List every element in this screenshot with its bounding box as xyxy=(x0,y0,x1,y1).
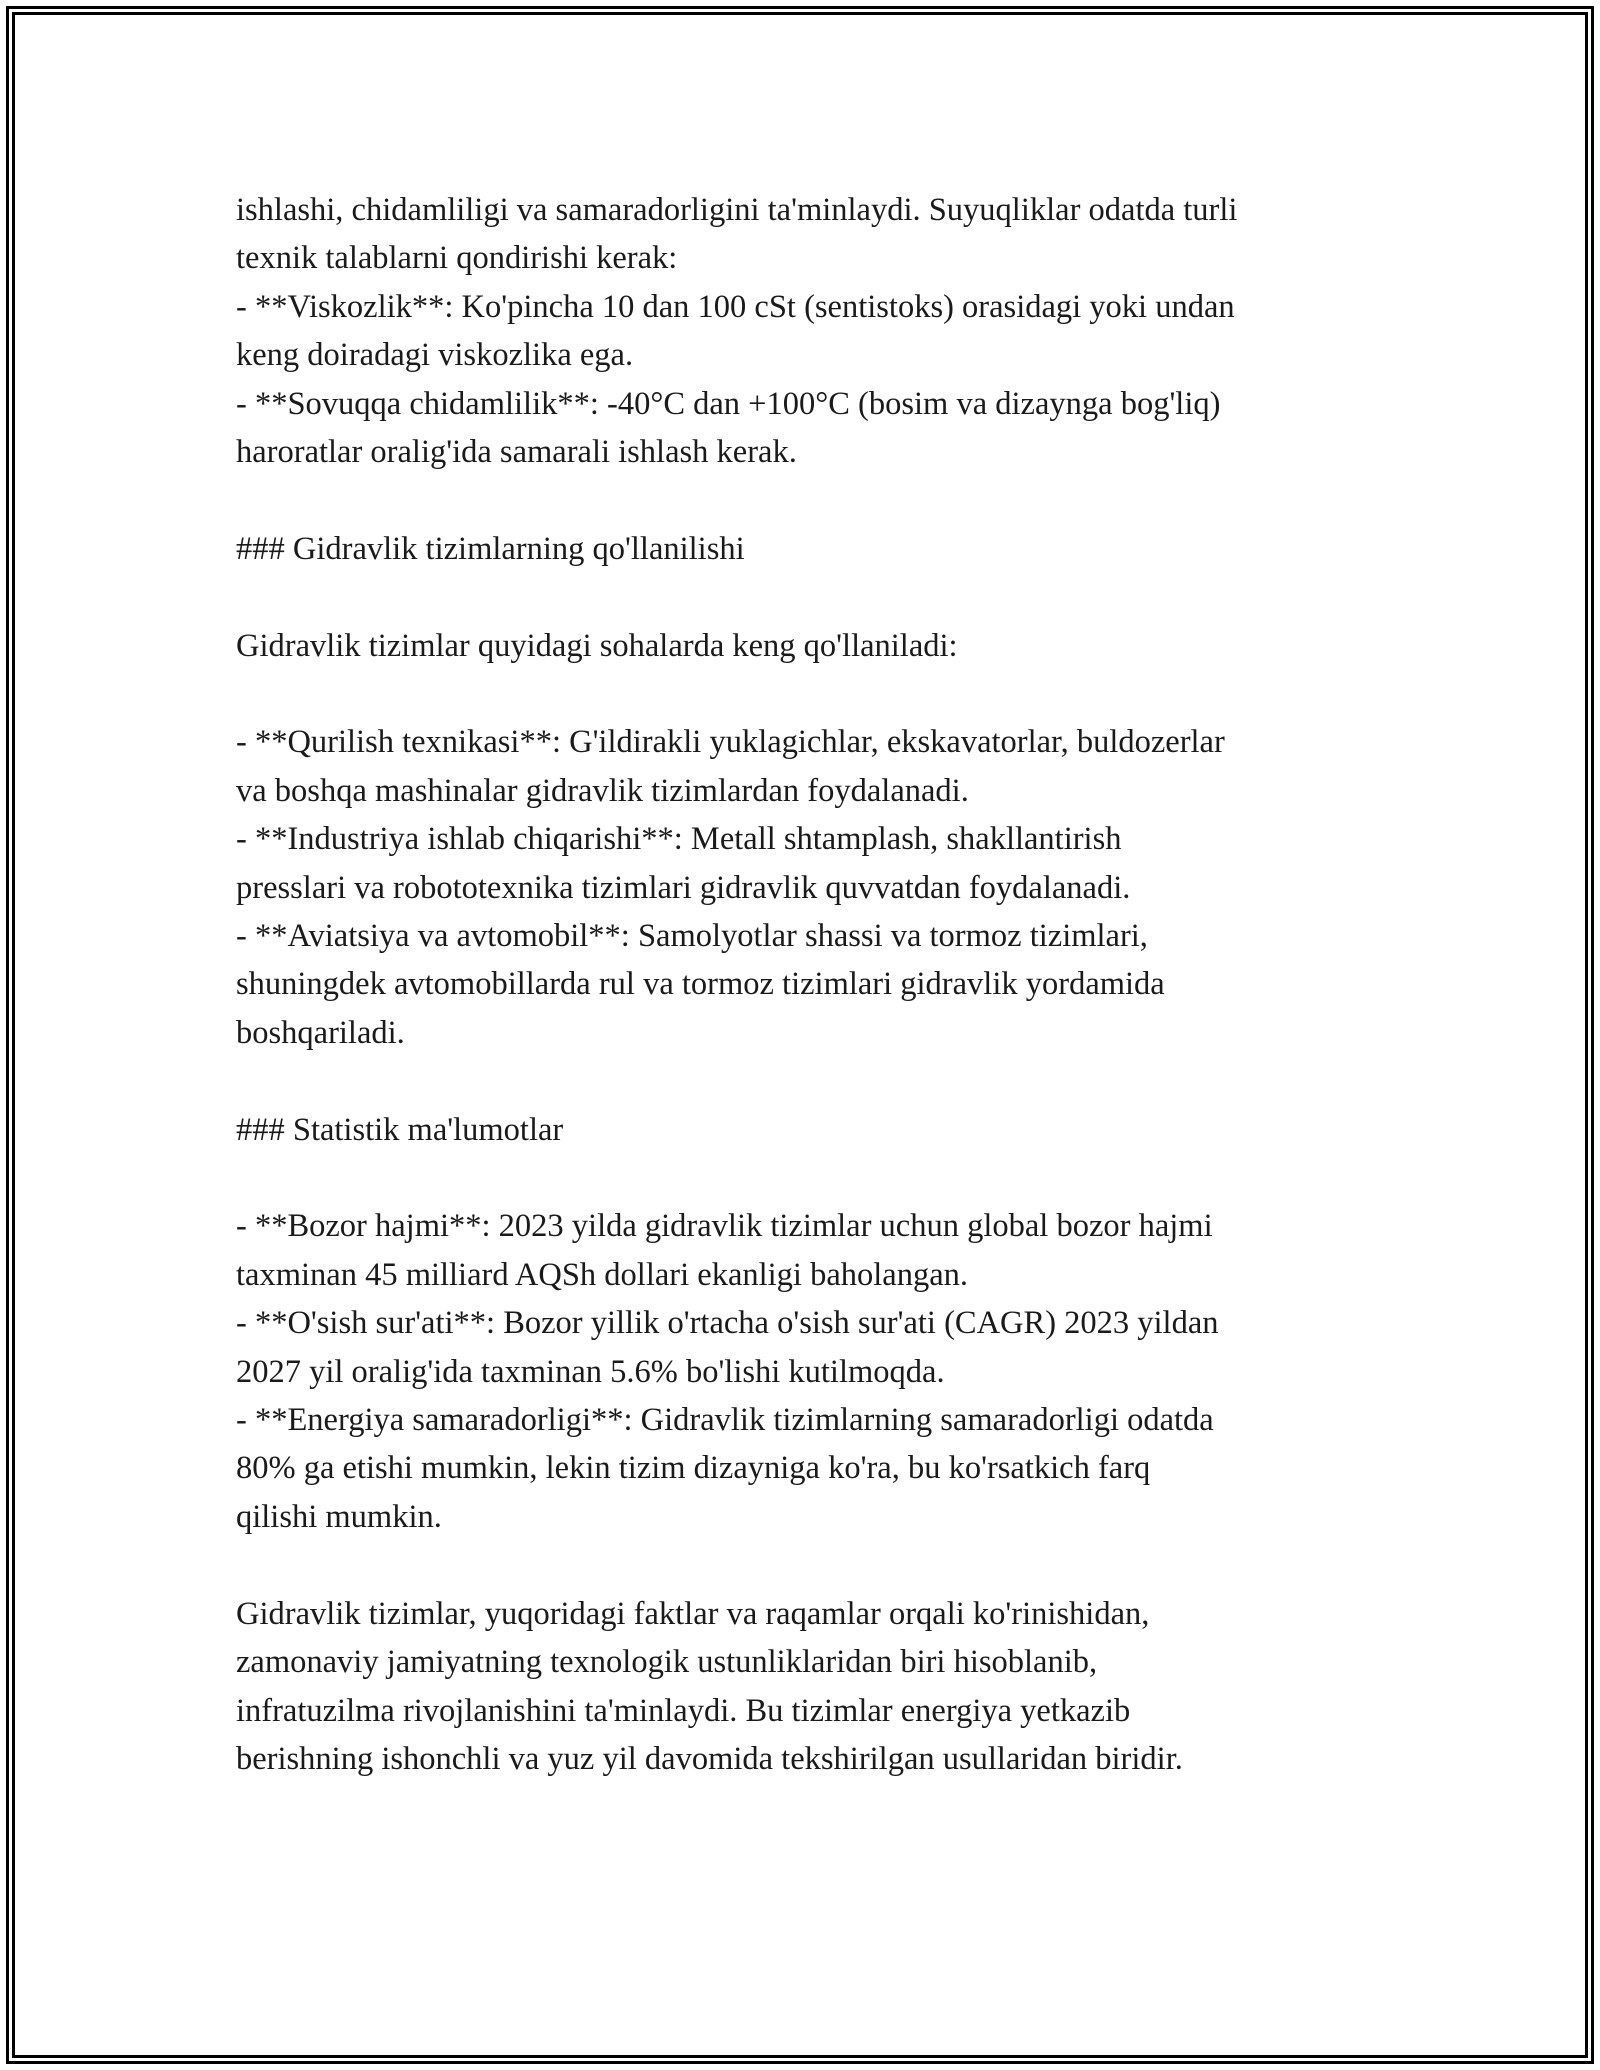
list-item-industriya: - **Industriya ishlab chiqarishi**: Metall shtamplash, shakllantirish xyxy=(236,821,1122,858)
text-line: 80% ga etishi mumkin, lekin tizim dizayniga ko'ra, bu ko'rsatkich farq xyxy=(236,1450,1151,1487)
text-line: infratuzilma rivojlanishini ta'minlaydi. Bu tizimlar energiya yetkazib xyxy=(236,1692,1131,1729)
list-item-osish-surati: - **O'sish sur'ati**: Bozor yillik o'rtacha o'sish sur'ati (CAGR) 2023 yildan xyxy=(236,1305,1219,1342)
blank-line xyxy=(236,573,1386,621)
text-line: boshqariladi. xyxy=(236,1014,405,1051)
list-item-bozor-hajmi: - **Bozor hajmi**: 2023 yilda gidravlik tizimlar uchun global bozor hajmi xyxy=(236,1208,1213,1245)
text-line: presslari va robototexnika tizimlari gidravlik quvvatdan foydalanadi. xyxy=(236,869,1131,906)
list-item-sovuqqa-chidamlilik: - **Sovuqqa chidamlilik**: -40°C dan +100°C (bosim va dizaynga bog'liq) xyxy=(236,385,1221,422)
text-line: ishlashi, chidamliligi va samaradorligini ta'minlaydi. Suyuqliklar odatda turli xyxy=(236,192,1238,228)
blank-line xyxy=(236,1541,1386,1589)
blank-line xyxy=(236,476,1386,524)
paragraph-intro: Gidravlik tizimlar quyidagi sohalarda keng qo'llaniladi: xyxy=(236,627,958,664)
list-item-aviatsiya: - **Aviatsiya va avtomobil**: Samolyotlar shassi va tormoz tizimlari, xyxy=(236,918,1148,955)
text-line: qilishi mumkin. xyxy=(236,1498,442,1535)
section-heading-qollanilishi: ### Gidravlik tizimlarning qo'llanilishi xyxy=(236,530,745,567)
text-line: zamonaviy jamiyatning texnologik ustunliklaridan biri hisoblanib, xyxy=(236,1644,1098,1681)
list-item-qurilish-texnikasi: - **Qurilish texnikasi**: G'ildirakli yuklagichlar, ekskavatorlar, buldozerlar xyxy=(236,724,1225,761)
text-line: taxminan 45 milliard AQSh dollari ekanligi baholangan. xyxy=(236,1256,969,1293)
document-body xyxy=(236,186,1386,1783)
blank-line xyxy=(236,1057,1386,1105)
text-line: texnik talablarni qondirishi kerak: xyxy=(236,240,678,277)
text-line: haroratlar oralig'ida samarali ishlash kerak. xyxy=(236,434,797,471)
list-item-viskozlik: - **Viskozlik**: Ko'pincha 10 dan 100 cSt (sentistoks) orasidagi yoki undan xyxy=(236,288,1235,325)
blank-line xyxy=(236,670,1386,718)
paragraph-conclusion: Gidravlik tizimlar, yuqoridagi faktlar va raqamlar orqali ko'rinishidan, xyxy=(236,1595,1150,1632)
text-line: berishning ishonchli va yuz yil davomida tekshirilgan usullaridan biridir. xyxy=(236,1740,1183,1777)
text-line: shuningdek avtomobillarda rul va tormoz tizimlari gidravlik yordamida xyxy=(236,966,1165,1003)
section-heading-statistik: ### Statistik ma'lumotlar xyxy=(236,1111,564,1148)
blank-line xyxy=(236,1154,1386,1202)
text-line: 2027 yil oralig'ida taxminan 5.6% bo'lishi kutilmoqda. xyxy=(236,1353,945,1390)
text-line: keng doiradagi viskozlika ega. xyxy=(236,337,634,374)
text-line: va boshqa mashinalar gidravlik tizimlardan foydalanadi. xyxy=(236,772,969,809)
list-item-energiya: - **Energiya samaradorligi**: Gidravlik tizimlarning samaradorligi odatda xyxy=(236,1402,1214,1439)
